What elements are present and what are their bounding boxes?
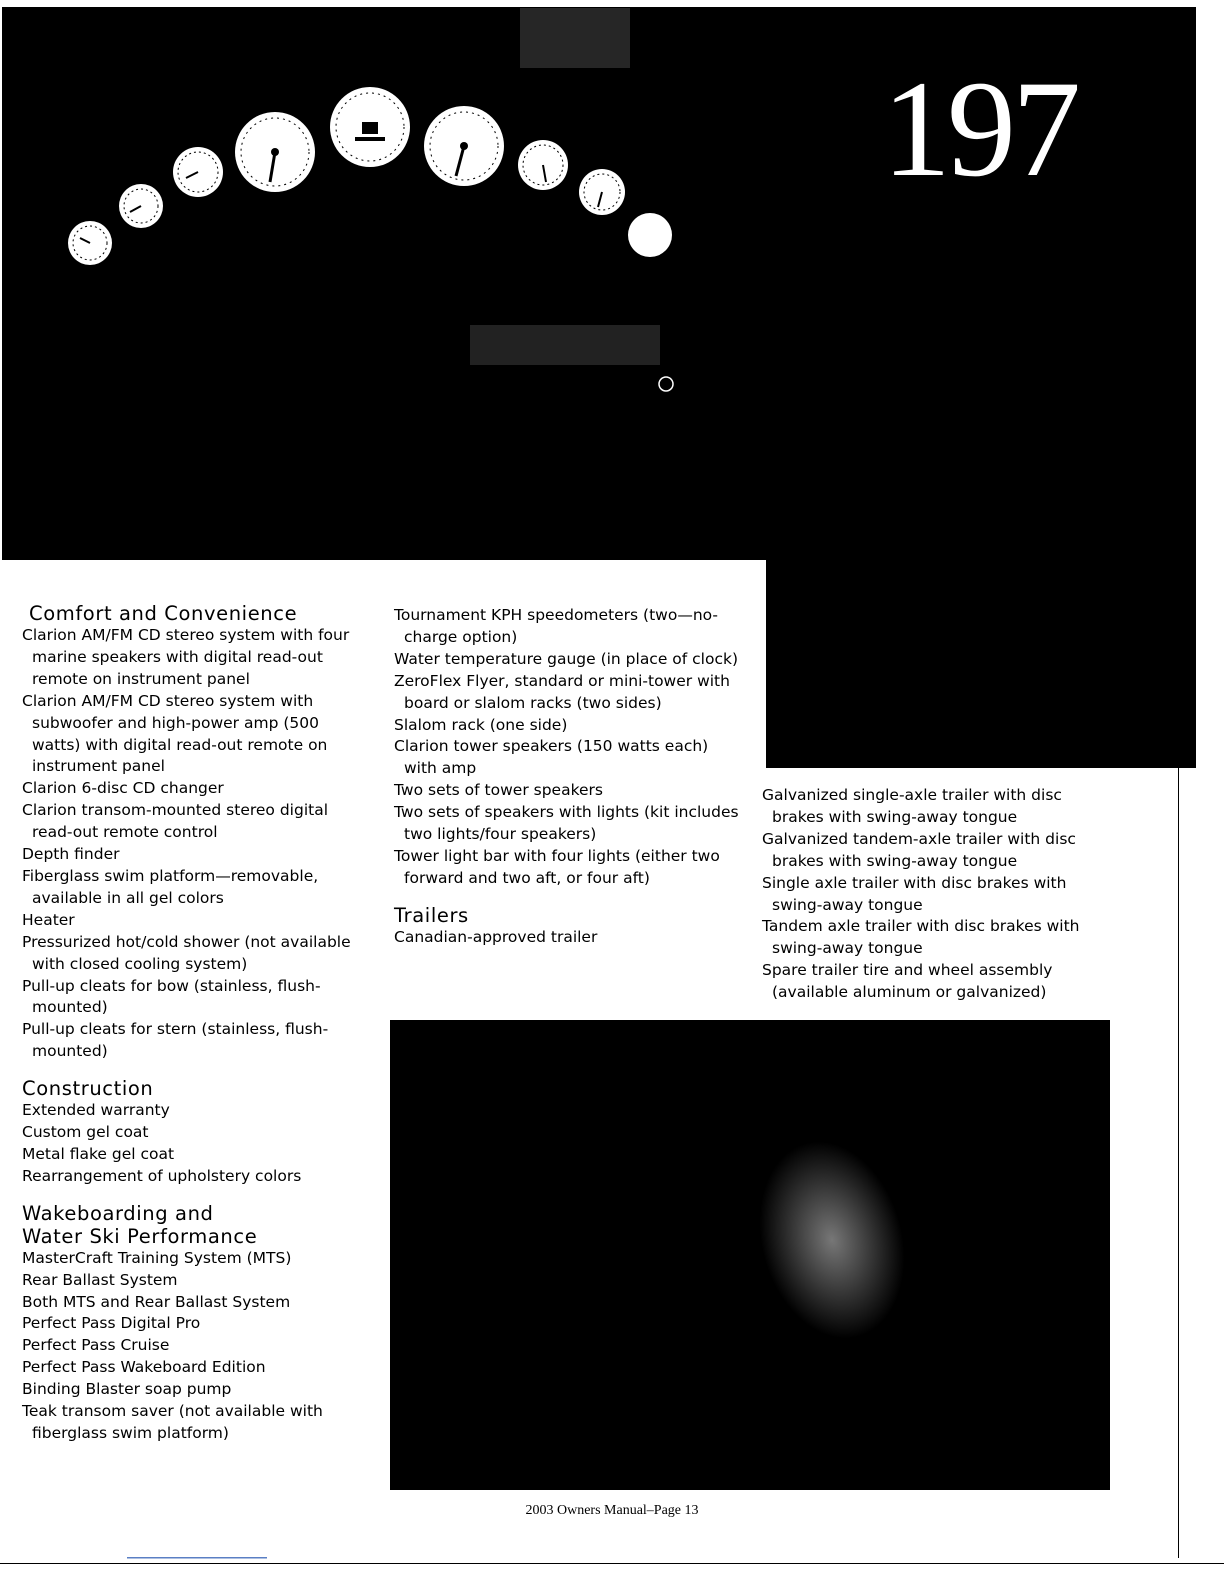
- list-item: Galvanized tandem-axle trailer with disc brakes with swing-away tongue: [762, 829, 1076, 870]
- ignition-icon: [659, 377, 673, 391]
- gauge-5: [518, 140, 568, 190]
- lower-photo-highlight: [739, 1125, 926, 1354]
- list-item: Depth finder: [22, 845, 120, 864]
- list-item: Heater: [22, 910, 75, 929]
- dash-texture: [470, 325, 660, 365]
- list-item: Clarion transom-mounted stereo digital read-out remote control: [22, 801, 329, 842]
- column-middle: [394, 605, 739, 949]
- gauge-2: [119, 184, 163, 228]
- list-item: Two sets of tower speakers: [394, 781, 603, 800]
- list-item: Slalom rack (one side): [394, 715, 568, 734]
- list-item: Teak transom saver (not available with fiberglass swim platform): [22, 1402, 323, 1442]
- list-item: Clarion 6-disc CD changer: [22, 779, 224, 798]
- list-item: Galvanized single-axle trailer with disc brakes with swing-away tongue: [762, 786, 1062, 826]
- gauge-3: [173, 147, 223, 197]
- gauge-6: [579, 169, 625, 215]
- list-item: Spare trailer tire and wheel assembly (available aluminum or galvanized): [762, 961, 1053, 1002]
- list-item: Extended warranty: [22, 1101, 170, 1120]
- list-item: Rear Ballast System: [22, 1270, 178, 1289]
- list-item: Clarion AM/FM CD stereo system with subwoofer and high-power amp (500 watts) with digital read-out remote on instrument panel: [22, 691, 328, 776]
- gauge-speedometer: [424, 106, 504, 186]
- list-item: Both MTS and Rear Ballast System: [22, 1292, 291, 1311]
- list-item: Two sets of speakers with lights (kit includes two lights/four speakers): [394, 803, 739, 844]
- gauge-tachometer: [235, 112, 315, 192]
- list-item: Custom gel coat: [22, 1123, 149, 1142]
- list-item: Canadian-approved trailer: [394, 927, 598, 946]
- section-heading-construction: Construction: [22, 1077, 154, 1101]
- list-item: Tandem axle trailer with disc brakes with swing-away tongue: [762, 917, 1080, 958]
- list-item: Fiberglass swim platform—removable, available in all gel colors: [22, 866, 319, 907]
- list-item: Perfect Pass Digital Pro: [22, 1314, 201, 1333]
- list-item: Tower light bar with four lights (either two forward and two aft, or four aft): [394, 846, 720, 887]
- list-item: Pull-up cleats for bow (stainless, flush-mounted): [22, 976, 321, 1017]
- section-heading-trailers: Trailers: [394, 903, 469, 927]
- list-item: Water temperature gauge (in place of clock): [394, 649, 739, 668]
- section-heading-comfort: Comfort and Convenience: [29, 602, 298, 625]
- column-left: [22, 602, 372, 1445]
- gauge-1: [68, 221, 112, 265]
- list-item: Clarion AM/FM CD stereo system with four marine speakers with digital read-out remote on instrument panel: [22, 626, 350, 688]
- gauge-7: [628, 213, 672, 257]
- gauge-center-display: [330, 87, 410, 167]
- blue-mark: [127, 1557, 267, 1559]
- list-item: Pressurized hot/cold shower (not available with closed cooling system): [22, 932, 351, 973]
- list-item: ZeroFlex Flyer, standard or mini-tower with board or slalom racks (two sides): [394, 671, 730, 712]
- list-item: Perfect Pass Cruise: [22, 1336, 170, 1355]
- list-item: MasterCraft Training System (MTS): [22, 1248, 292, 1267]
- column-right: [762, 785, 1107, 1004]
- section-heading-wakeboarding-line1: Wakeboarding and: [22, 1201, 214, 1225]
- page-footer: 2003 Owners Manual–Page 13: [525, 1503, 699, 1518]
- list-item: Metal flake gel coat: [22, 1144, 175, 1163]
- list-item: Clarion tower speakers (150 watts each) with amp: [394, 737, 709, 778]
- model-number: 197: [882, 52, 1077, 205]
- windshield-texture: [520, 8, 630, 68]
- list-item: Tournament KPH speedometers (two—no-charge option): [394, 606, 719, 646]
- list-item: Single axle trailer with disc brakes with swing-away tongue: [762, 873, 1067, 914]
- list-item: Perfect Pass Wakeboard Edition: [22, 1358, 266, 1377]
- section-heading-wakeboarding-line2: Water Ski Performance: [22, 1224, 258, 1248]
- list-item: Binding Blaster soap pump: [22, 1380, 232, 1399]
- list-item: Pull-up cleats for stern (stainless, flush-mounted): [22, 1020, 329, 1061]
- list-item: Rearrangement of upholstery colors: [22, 1166, 302, 1185]
